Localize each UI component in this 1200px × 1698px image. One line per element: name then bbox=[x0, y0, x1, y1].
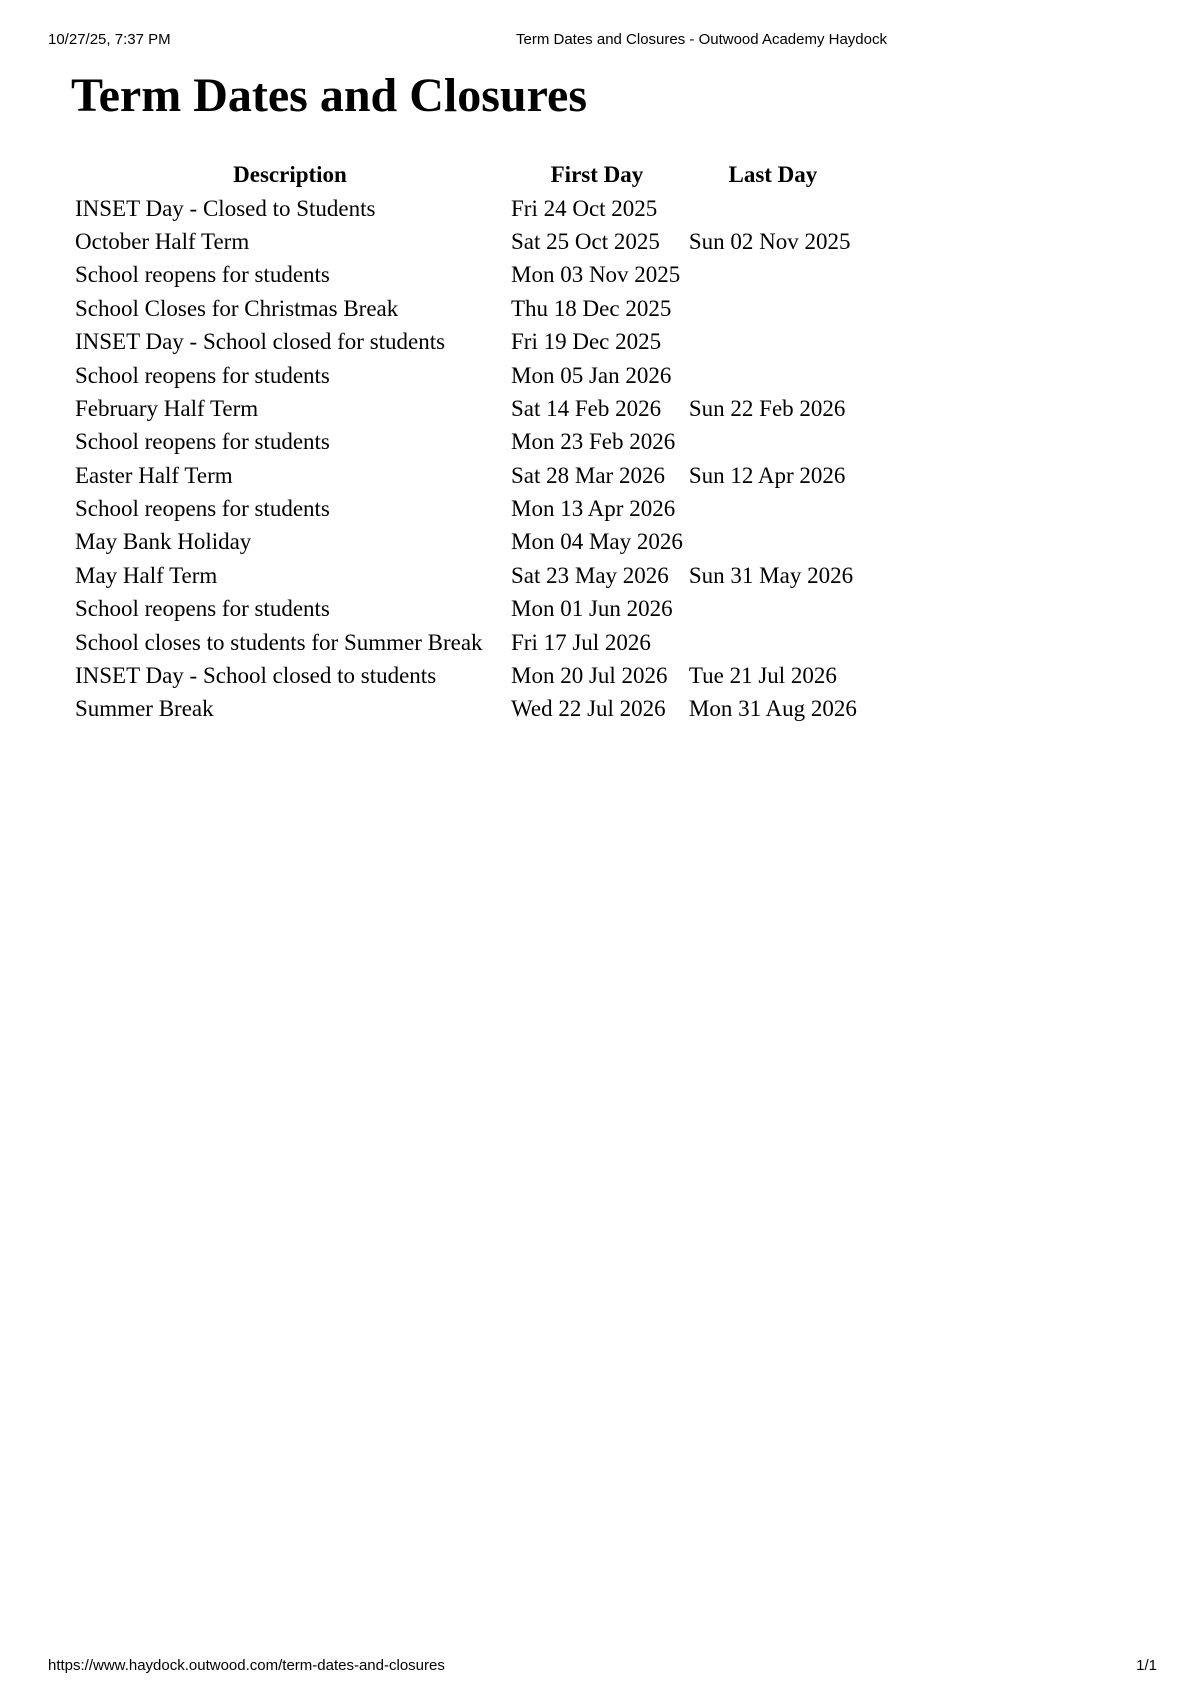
cell-first-day: Wed 22 Jul 2026 bbox=[511, 696, 666, 722]
print-footer-page-number: 1/1 bbox=[1136, 1657, 1157, 1674]
cell-first-day: Sat 14 Feb 2026 bbox=[511, 395, 662, 421]
cell-last-day: Sun 02 Nov 2025 bbox=[688, 228, 851, 254]
cell-first-day: Mon 05 Jan 2026 bbox=[511, 362, 672, 388]
table-row bbox=[72, 692, 860, 725]
cell-description: School reopens for students bbox=[75, 596, 330, 622]
cell-description: May Bank Holiday bbox=[75, 529, 252, 555]
cell-first-day: Fri 19 Dec 2025 bbox=[511, 329, 662, 355]
table-row bbox=[72, 325, 860, 358]
cell-last-day bbox=[686, 191, 860, 224]
cell-description: October Half Term bbox=[75, 228, 250, 254]
cell-first-day: Thu 18 Dec 2025 bbox=[511, 295, 672, 321]
table-row bbox=[72, 191, 860, 224]
cell-first-day: Mon 01 Jun 2026 bbox=[511, 596, 673, 622]
cell-description: INSET Day - Closed to Students bbox=[75, 195, 376, 221]
page-title: Term Dates and Closures bbox=[71, 69, 588, 122]
cell-first-day: Mon 23 Feb 2026 bbox=[511, 429, 676, 455]
cell-description: May Half Term bbox=[75, 562, 218, 588]
cell-description: School closes to students for Summer Break bbox=[75, 629, 483, 655]
table-row bbox=[72, 258, 860, 291]
table-row bbox=[72, 559, 860, 592]
cell-first-day: Sat 28 Mar 2026 bbox=[511, 462, 665, 488]
cell-last-day bbox=[686, 325, 860, 358]
cell-first-day: Mon 13 Apr 2026 bbox=[511, 496, 676, 522]
print-header-page-title: Term Dates and Closures - Outwood Academy Haydock bbox=[516, 31, 887, 48]
cell-last-day: Tue 21 Jul 2026 bbox=[688, 663, 837, 689]
cell-first-day: Sat 25 Oct 2025 bbox=[511, 228, 660, 254]
cell-last-day bbox=[686, 292, 860, 325]
cell-last-day: Sun 31 May 2026 bbox=[688, 562, 854, 588]
column-header-description: Description bbox=[233, 162, 347, 188]
cell-last-day bbox=[686, 258, 860, 291]
table-row bbox=[72, 392, 860, 425]
cell-first-day: Mon 04 May 2026 bbox=[511, 529, 683, 555]
cell-description: School reopens for students bbox=[75, 496, 330, 522]
cell-last-day bbox=[686, 592, 860, 625]
cell-description: INSET Day - School closed to students bbox=[75, 663, 437, 689]
cell-last-day bbox=[686, 358, 860, 391]
table-row bbox=[72, 492, 860, 525]
cell-first-day: Fri 24 Oct 2025 bbox=[511, 195, 658, 221]
cell-description: Easter Half Term bbox=[75, 462, 233, 488]
print-header-datetime: 10/27/25, 7:37 PM bbox=[48, 31, 171, 48]
table-body bbox=[72, 191, 860, 725]
cell-last-day bbox=[686, 425, 860, 458]
column-header-first-day: First Day bbox=[550, 162, 644, 188]
cell-last-day: Sun 22 Feb 2026 bbox=[688, 395, 846, 421]
table-header-row bbox=[72, 158, 860, 191]
cell-last-day bbox=[686, 625, 860, 658]
cell-last-day: Mon 31 Aug 2026 bbox=[688, 696, 857, 722]
cell-first-day: Mon 03 Nov 2025 bbox=[511, 262, 681, 288]
cell-first-day: Sat 23 May 2026 bbox=[511, 562, 669, 588]
column-header-last-day: Last Day bbox=[728, 162, 818, 188]
table-row bbox=[72, 225, 860, 258]
cell-description: Summer Break bbox=[75, 696, 214, 722]
print-footer-url: https://www.haydock.outwood.com/term-dates-and-closures bbox=[48, 1657, 445, 1674]
cell-last-day: Sun 12 Apr 2026 bbox=[688, 462, 846, 488]
table-row bbox=[72, 659, 860, 692]
cell-last-day bbox=[686, 492, 860, 525]
table-row bbox=[72, 425, 860, 458]
cell-first-day: Fri 17 Jul 2026 bbox=[511, 629, 651, 655]
cell-last-day bbox=[686, 525, 860, 558]
cell-description: School reopens for students bbox=[75, 362, 330, 388]
table-row bbox=[72, 292, 860, 325]
cell-description: School reopens for students bbox=[75, 429, 330, 455]
table-row bbox=[72, 625, 860, 658]
table-row bbox=[72, 592, 860, 625]
cell-description: INSET Day - School closed for students bbox=[75, 329, 446, 355]
table-row bbox=[72, 525, 860, 558]
cell-description: February Half Term bbox=[75, 395, 259, 421]
cell-first-day: Mon 20 Jul 2026 bbox=[511, 663, 668, 689]
term-dates-table bbox=[72, 158, 860, 726]
cell-description: School reopens for students bbox=[75, 262, 330, 288]
cell-description: School Closes for Christmas Break bbox=[75, 295, 399, 321]
table-row bbox=[72, 459, 860, 492]
table-row bbox=[72, 358, 860, 391]
